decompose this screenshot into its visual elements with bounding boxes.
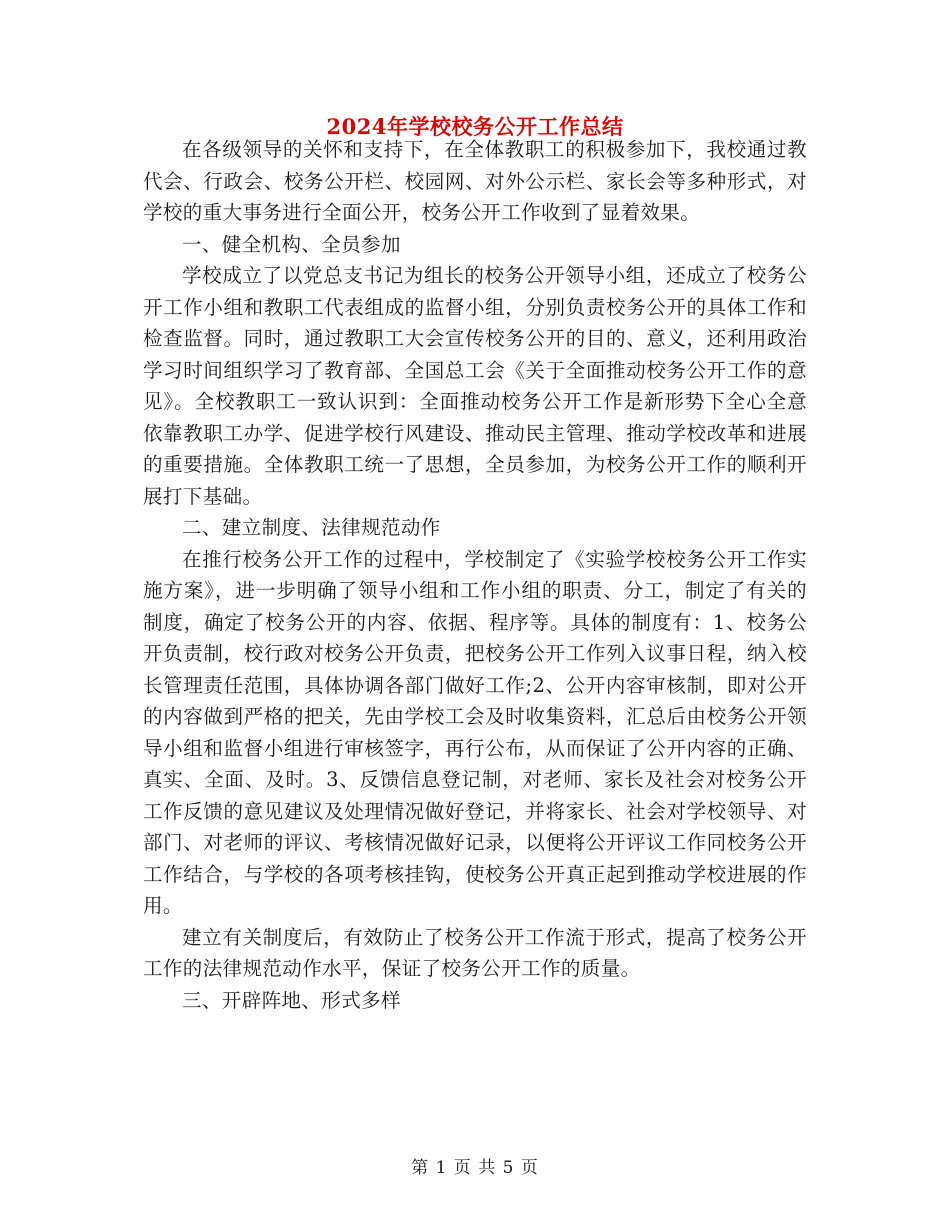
paragraph-intro: 在各级领导的关怀和支持下，在全体教职工的积极参加下，我校通过教代会、行政会、校务公开栏、校园网、对外公示栏、家长会等多种形式，对学校的重大事务进行全面公开，校务公开工作收到了显着效果。 — [143, 138, 807, 224]
document-body — [143, 134, 807, 1016]
page-number: 第 1 页 共 5 页 — [411, 1158, 539, 1178]
paragraph-section-2-conclusion: 建立有关制度后，有效防止了校务公开工作流于形式，提高了校务公开工作的法律规范动作水平，保证了校务公开工作的质量。 — [143, 925, 807, 980]
paragraph-section-2: 在推行校务公开工作的过程中，学校制定了《实验学校校务公开工作实施方案》，进一步明确了领导小组和工作小组的职责、分工，制定了有关的制度，确定了校务公开的内容、依据、程序等。具体的制度有：1、校务公开负责制，校行政对校务公开负责，把校务公开工作列入议事日程，纳入校长管理责任范围，具体协调各部门做好工作;2、公开内容审核制，即对公开的内容做到严格的把关，先由学校工会及时收集资料，汇总后由校务公开领导小组和监督小组进行审核签字，再行公布，从而保证了公开内容的正确、真实、全面、及时。3、反馈信息登记制，对老师、家长及社会对校务公开工作反馈的意见建议及处理情况做好登记，并将家长、社会对学校领导、对部门、对老师的评议、考核情况做好记录，以便将公开评议工作同校务公开工作结合，与学校的各项考核挂钩，使校务公开真正起到推动学校进展的作用。 — [143, 547, 807, 917]
section-heading-2: 二、建立制度、法律规范动作 — [182, 516, 441, 539]
document-title: 2024年学校校务公开工作总结 — [326, 114, 624, 139]
paragraph-section-1: 学校成立了以党总支书记为组长的校务公开领导小组，还成立了校务公开工作小组和教职工代表组成的监督小组，分别负责校务公开的具体工作和检查监督。同时，通过教职工大会宣传校务公开的目的、意义，还利用政治学习时间组织学习了教育部、全国总工会《关于全面推动校务公开工作的意见》。全校教职工一致认识到：全面推动校务公开工作是新形势下全心全意依靠教职工办学、促进学校行风建设、推动民主管理、推动学校改革和进展的重要措施。全体教职工统一了思想，全员参加，为校务公开工作的顺利开展打下基础。 — [143, 264, 807, 508]
section-heading-3: 三、开辟阵地、形式多样 — [182, 988, 401, 1012]
section-heading-1: 一、健全机构、全员参加 — [182, 232, 401, 256]
